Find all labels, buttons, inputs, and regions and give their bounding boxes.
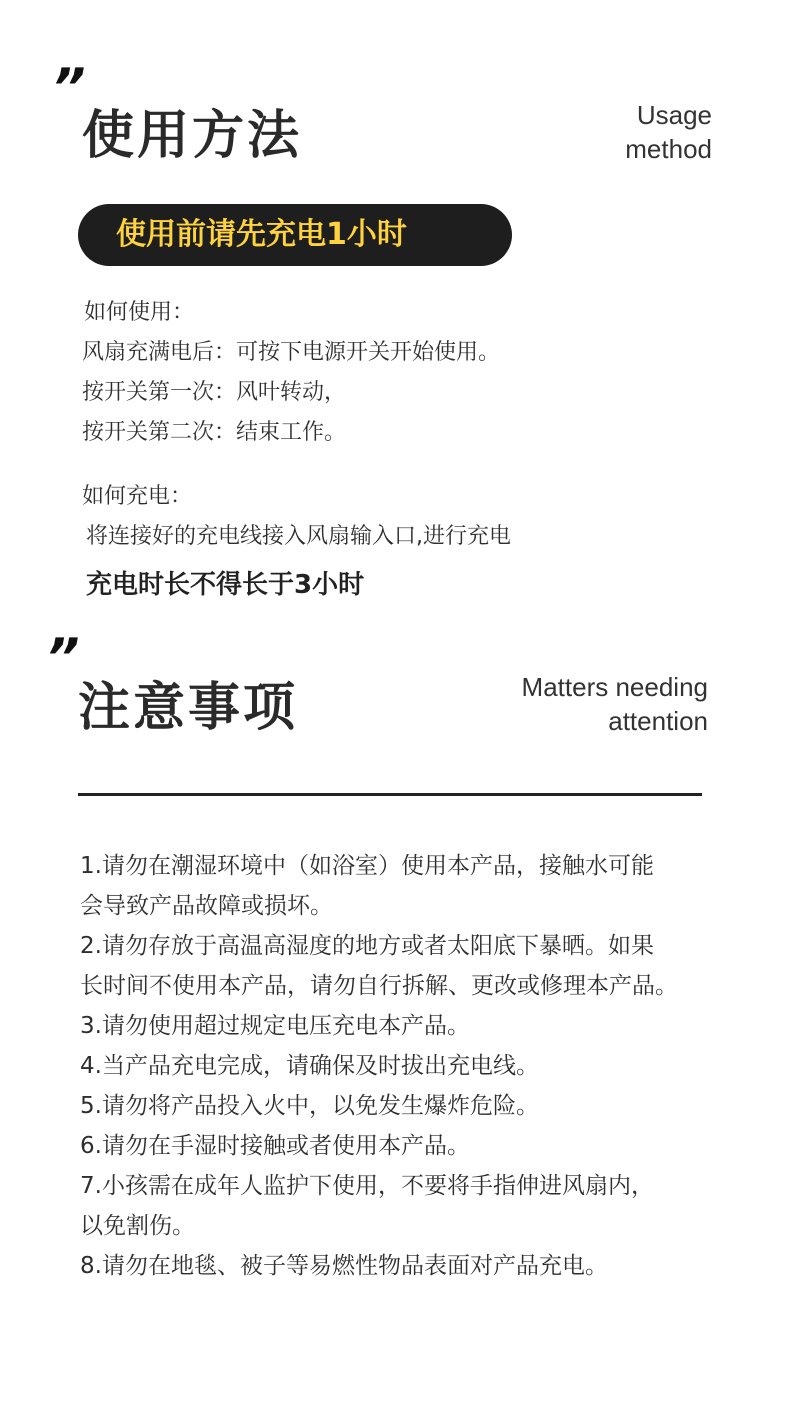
usage-english-line1: Usage bbox=[636, 100, 712, 130]
notes-list bbox=[80, 846, 678, 1286]
use-step-1-label: 风扇充满电后： bbox=[82, 340, 237, 365]
notes-line: 2.请勿存放于高温高湿度的地方或者太阳底下暴晒。如果 bbox=[80, 933, 654, 959]
notes-line: 5.请勿将产品投入火中，以免发生爆炸危险。 bbox=[80, 1093, 539, 1119]
use-step-3-text: 结束工作。 bbox=[236, 420, 347, 445]
notes-english-line2: attention bbox=[608, 706, 708, 736]
use-step-3 bbox=[82, 418, 346, 448]
notes-line: 长时间不使用本产品，请勿自行拆解、更改或修理本产品。 bbox=[80, 973, 678, 999]
notes-english-title bbox=[522, 670, 708, 738]
notes-line: 以免割伤。 bbox=[80, 1213, 195, 1239]
notes-english-line1: Matters needing bbox=[521, 672, 708, 702]
notes-line: 会导致产品故障或损坏。 bbox=[80, 893, 333, 919]
use-step-2-text: 风叶转动， bbox=[236, 380, 347, 405]
use-step-1-text: 可按下电源开关开始使用。 bbox=[236, 340, 501, 365]
charge-first-banner bbox=[78, 204, 512, 266]
usage-title: 使用方法 bbox=[82, 106, 303, 166]
notes-line: 8.请勿在地毯、被子等易燃性物品表面对产品充电。 bbox=[80, 1253, 608, 1279]
how-to-use-block bbox=[84, 298, 194, 328]
use-step-3-label: 按开关第二次： bbox=[82, 420, 237, 445]
use-step-2-label: 按开关第一次： bbox=[82, 380, 237, 405]
notes-line: 6.请勿在手湿时接触或者使用本产品。 bbox=[80, 1133, 470, 1159]
use-step-2 bbox=[82, 378, 346, 408]
how-to-use-heading: 如何使用： bbox=[84, 300, 195, 325]
use-step-1 bbox=[82, 338, 500, 368]
quote-mark-notes: ” bbox=[46, 628, 74, 688]
section-divider bbox=[78, 793, 702, 796]
notes-line: 1.请勿在潮湿环境中（如浴室）使用本产品，接触水可能 bbox=[80, 853, 654, 879]
charge-first-banner-text: 使用前请先充电1小时 bbox=[116, 217, 407, 252]
notes-line: 4.当产品充电完成，请确保及时拔出充电线。 bbox=[80, 1053, 539, 1079]
how-to-charge-text: 将连接好的充电线接入风扇输入口,进行充电 bbox=[86, 524, 511, 549]
charge-duration-warning: 充电时长不得长于3小时 bbox=[86, 570, 365, 600]
notes-title: 注意事项 bbox=[78, 678, 299, 738]
notes-line: 7.小孩需在成年人监护下使用，不要将手指伸进风扇内， bbox=[80, 1173, 654, 1199]
usage-english-title bbox=[625, 98, 712, 166]
how-to-charge-heading: 如何充电： bbox=[82, 484, 193, 509]
usage-english-line2: method bbox=[625, 134, 712, 164]
quote-mark-usage: ” bbox=[52, 58, 80, 118]
notes-line: 3.请勿使用超过规定电压充电本产品。 bbox=[80, 1013, 470, 1039]
